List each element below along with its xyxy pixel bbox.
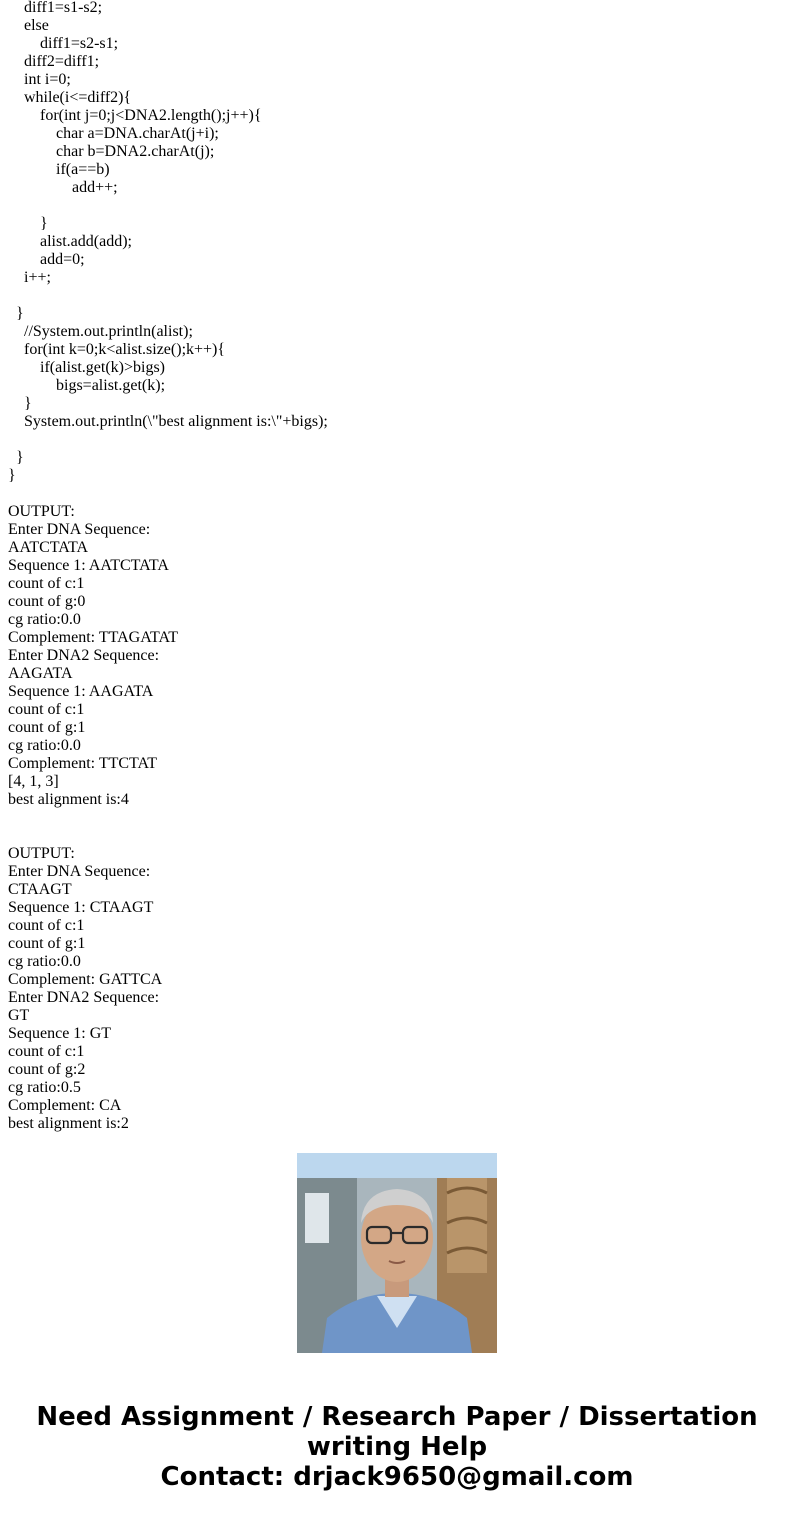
document-line: for(int j=0;j<DNA2.length();j++){ — [8, 107, 262, 124]
document-line: Complement: TTAGATAT — [8, 629, 179, 646]
document-line: Enter DNA2 Sequence: — [8, 989, 160, 1006]
document-line: cg ratio:0.0 — [8, 953, 81, 970]
banner-headline: Need Assignment / Research Paper / Dissertation — [36, 1402, 758, 1432]
document-line: Sequence 1: GT — [8, 1025, 112, 1042]
document-text-pane — [8, 0, 788, 1132]
document-line: char b=DNA2.charAt(j); — [8, 143, 215, 160]
document-line: Enter DNA2 Sequence: — [8, 647, 160, 664]
document-line: int i=0; — [8, 71, 71, 88]
document-line: System.out.println(\"best alignment is:\"+bigs); — [8, 413, 328, 430]
blank-line — [8, 197, 788, 215]
blank-line — [8, 431, 788, 449]
document-line: diff2=diff1; — [8, 53, 100, 70]
document-line: if(a==b) — [8, 161, 110, 178]
document-line: best alignment is:2 — [8, 1115, 129, 1132]
document-line: AATCTATA — [8, 539, 89, 556]
document-line: diff1=s1-s2; — [8, 0, 103, 16]
document-line: Enter DNA Sequence: — [8, 863, 151, 880]
document-line: count of g:1 — [8, 935, 86, 952]
document-line: Complement: CA — [8, 1097, 122, 1114]
document-line: } — [8, 449, 24, 466]
document-line: diff1=s2-s1; — [8, 35, 119, 52]
document-line: CTAAGT — [8, 881, 72, 898]
document-line: OUTPUT: — [8, 845, 75, 862]
banner-contact-email: Contact: drjack9650@gmail.com — [160, 1462, 634, 1492]
author-portrait-image — [297, 1153, 497, 1353]
document-line: count of c:1 — [8, 701, 85, 718]
document-line: count of g:0 — [8, 593, 86, 610]
document-line: } — [8, 395, 32, 412]
document-line: alist.add(add); — [8, 233, 132, 250]
document-line: [4, 1, 3] — [8, 773, 59, 790]
document-line: //System.out.println(alist); — [8, 323, 193, 340]
document-line: add=0; — [8, 251, 85, 268]
document-line: } — [8, 467, 16, 484]
document-line: Sequence 1: AAGATA — [8, 683, 154, 700]
document-line: count of c:1 — [8, 575, 85, 592]
document-line: count of g:2 — [8, 1061, 86, 1078]
document-line: while(i<=diff2){ — [8, 89, 132, 106]
document-line: Complement: GATTCA — [8, 971, 163, 988]
document-line: count of c:1 — [8, 917, 85, 934]
document-line: count of g:1 — [8, 719, 86, 736]
author-photo — [297, 1153, 497, 1353]
document-line: i++; — [8, 269, 51, 286]
document-line: cg ratio:0.0 — [8, 737, 81, 754]
document-line: if(alist.get(k)>bigs) — [8, 359, 165, 376]
document-line: add++; — [8, 179, 118, 196]
blank-line — [8, 287, 788, 305]
document-line: } — [8, 305, 24, 322]
document-line: cg ratio:0.0 — [8, 611, 81, 628]
blank-line — [8, 827, 788, 845]
contact-banner — [0, 1402, 794, 1492]
document-line: bigs=alist.get(k); — [8, 377, 166, 394]
document-line: AAGATA — [8, 665, 73, 682]
blank-line — [8, 809, 788, 827]
document-line: Sequence 1: CTAAGT — [8, 899, 154, 916]
document-line: OUTPUT: — [8, 503, 75, 520]
document-line: Enter DNA Sequence: — [8, 521, 151, 538]
document-line: } — [8, 215, 48, 232]
document-line: char a=DNA.charAt(j+i); — [8, 125, 219, 142]
document-line: GT — [8, 1007, 30, 1024]
document-line: else — [8, 17, 49, 34]
banner-subheadline: writing Help — [306, 1432, 488, 1462]
document-line: Sequence 1: AATCTATA — [8, 557, 169, 574]
document-line: count of c:1 — [8, 1043, 85, 1060]
document-line: best alignment is:4 — [8, 791, 129, 808]
document-line: cg ratio:0.5 — [8, 1079, 81, 1096]
blank-line — [8, 485, 788, 503]
document-line: Complement: TTCTAT — [8, 755, 158, 772]
document-line: for(int k=0;k<alist.size();k++){ — [8, 341, 226, 358]
